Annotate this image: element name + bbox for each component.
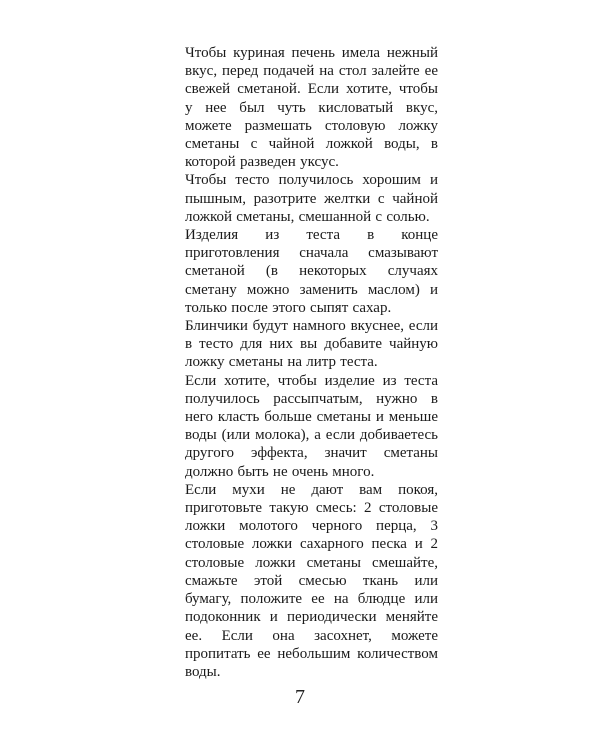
- paragraph-dough-glaze: Изделия из теста в конце приготовления сначала смазывают сметаной (в некоторых случаях сметану можно заменить маслом) и только после этого сыпят сахар.: [185, 227, 438, 316]
- paragraph-fluffy-dough: Чтобы тесто получилось хорошим и пышным, разотрите желтки с чайной ложкой сметаны, смешанной с солью.: [185, 172, 438, 225]
- page-number: 7: [295, 686, 305, 708]
- paragraph-flies: Если мухи не дают вам покоя, приготовьте такую смесь: 2 столовые ложки молотого черного перца, 3 столовые ложки сахарного песка и 2 столовые ложки сметаны смешайте, смажьте этой смесью ткань или бумагу, положите ее на блюдце или подоконник и периодически меняйте ее. Если она засохнет, можете пропитать ее небольшим количеством воды.: [185, 481, 438, 680]
- paragraph-chicken-liver: Чтобы куриная печень имела нежный вкус, перед подачей на стол залейте ее свежей сметаной. Если хотите, чтобы у нее был чуть кисловатый вкус, можете размешать столовую ложку сметаны с чайной ложкой воды, в которой разведен уксус.: [185, 45, 438, 171]
- body-text: [185, 44, 438, 681]
- paragraph-pancakes: Блинчики будут намного вкуснее, если в тесто для них вы добавите чайную ложку сметаны на литр теста.: [185, 318, 438, 371]
- paragraph-crumbly-dough: Если хотите, чтобы изделие из теста получилось рассыпчатым, нужно в него класть больше сметаны и меньше воды (или молока), а если добиваетесь другого эффекта, значит сметаны должно быть не очень много.: [185, 372, 438, 480]
